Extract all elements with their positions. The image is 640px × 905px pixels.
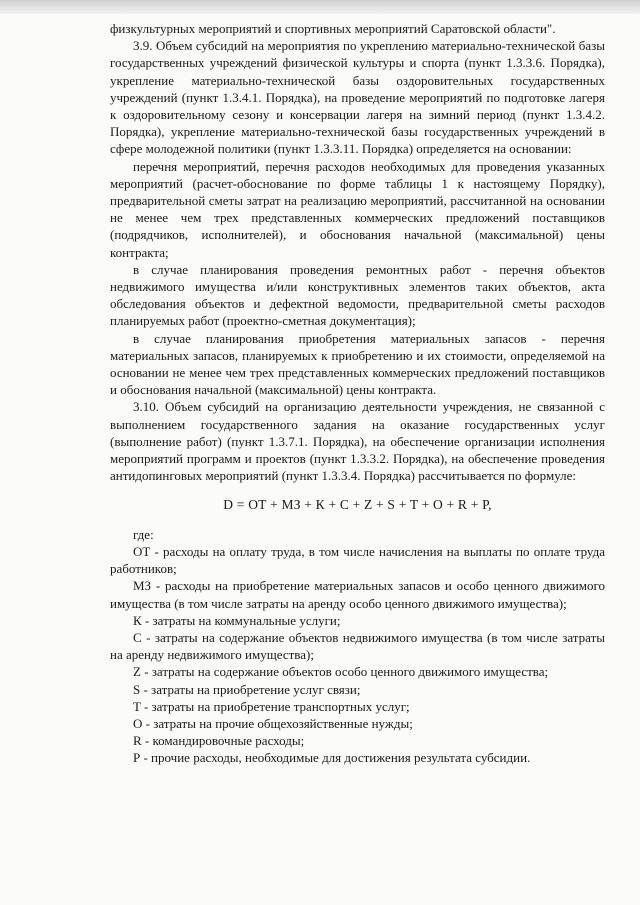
formula: D = ОТ + МЗ + К + С + Z + S + T + О + R + Р,	[223, 497, 492, 513]
definition-s: S - затраты на приобретение услуг связи;	[133, 681, 361, 697]
scan-edge	[0, 0, 640, 14]
where-label: где:	[133, 526, 154, 542]
definition-c: С - затраты на содержание объектов недвижимого имущества (в том числе затраты на аренду недвижимого имущества);	[110, 629, 605, 663]
paragraph-continuation: физкультурных мероприятий и спортивных мероприятий Саратовской области".	[110, 21, 556, 36]
definition-r: R - командировочные расходы;	[133, 733, 305, 749]
definition-k: К - затраты на коммунальные услуги;	[133, 612, 341, 628]
definition-mz: МЗ - расходы на приобретение материальных запасов и особо ценного движимого имущества (в том числе затраты на аренду особо ценного движимого имущества);	[110, 578, 605, 611]
paragraph-3-10: 3.10. Объем субсидий на организацию деятельности учреждения, не связанной с выполнением государственного задания на оказание государственных услуг (выполнение работ) (пункт 1.3.7.1. Порядка), на обеспечение организации исполнения мероприятий программ и проектов (пункт 1.3.3.2. Порядка), на обеспечение проведения антидопинговых мероприятий (пункт 1.3.3.4. Порядка) рассчитывается по формуле:	[110, 399, 605, 484]
definition-t: T - затраты на приобретение транспортных услуг;	[133, 698, 410, 714]
definition-z: Z - затраты на содержание объектов особо ценного движимого имущества;	[133, 664, 549, 680]
definition-o: О - затраты на прочие общехозяйственные нужды;	[133, 715, 413, 731]
definition-p: Р - прочие расходы, необходимые для достижения результата субсидии.	[133, 750, 531, 766]
document-body	[110, 20, 605, 767]
paragraph-list-events: перечня мероприятий, перечня расходов необходимых для проведения указанных мероприятий (расчет-обоснование по форме таблицы 1 к настоящему Порядку), предварительной сметы затрат на реализацию мероприятий, рассчитанной на основании не менее чем трех представленных коммерческих предложений поставщиков (подрядчиков, исполнителей), и обоснования начальной (максимальной) цены контракта;	[110, 158, 605, 260]
paragraph-material-stock: в случае планирования приобретения материальных запасов - перечня материальных запасов, планируемых к приобретению и их стоимости, определяемой на основании не менее чем трех представленных коммерческих предложений поставщиков и обоснования начальной (максимальной) цены контракта.	[110, 330, 605, 398]
definition-ot: ОТ - расходы на оплату труда, в том числе начисления на выплаты по оплате труда работников;	[110, 543, 605, 577]
paragraph-3-9: 3.9. Объем субсидий на мероприятия по укреплению материально-технической базы государственных учреждений физической культуры и спорта (пункт 1.3.3.6. Порядка), укрепление материально-технической базы оздоровительных государственных учреждений (пункт 1.3.4.1. Порядка), на проведение мероприятий по подготовке лагеря к оздоровительному сезону и консервации лагеря на зимний период (пункт 1.3.4.2. Порядка), укрепление материально-технической базы государственных учреждений в сфере молодежной политики (пункт 1.3.3.11. Порядка) определяется на основании:	[110, 38, 605, 157]
paragraph-repair-works: в случае планирования проведения ремонтных работ - перечня объектов недвижимого имущества и/или конструктивных элементов таких объектов, акта обследования объектов и дефектной ведомости, предварительной сметы расходов планируемых работ (проектно-сметная документация);	[110, 261, 605, 329]
